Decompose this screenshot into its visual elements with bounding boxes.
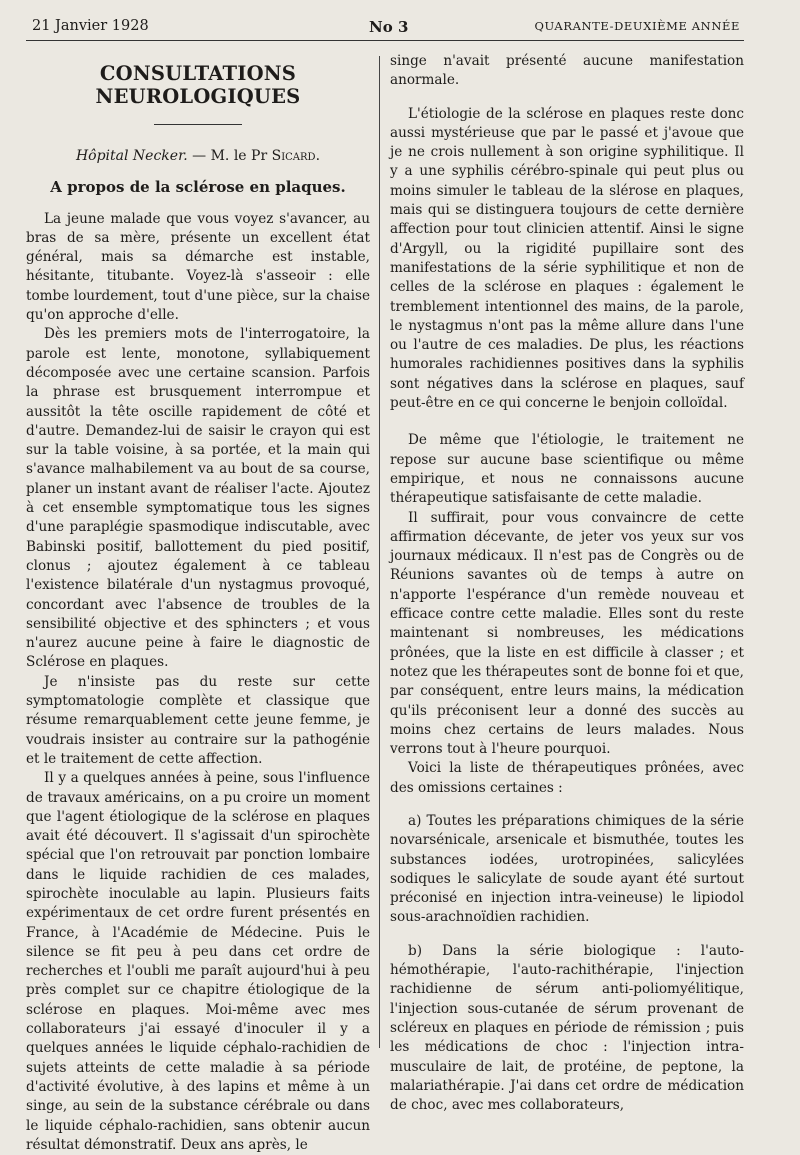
- paragraph: Dès les premiers mots de l'interrogatoire, la parole est lente, monotone, syllabiquement décomposée avec une certaine scansion. Parfois la phrase est brusquement interrompue et aussitôt la tête oscille rapidement de côté et d'autre. Demandez-lui de saisir le crayon qui est sur la table voisine, à sa portée, et la main qui s'avance malhabilement va au bout de sa course, planer un instant avant de réaliser l'acte. Ajoutez à cet ensemble symptomatique tous les signes d'une paraplégie spasmodique indiscutable, avec Babinski positif, ballottement du pied positif, clonus ; ajoutez également à ce tableau l'existence bilatérale d'un nystagmus provoqué, concordant avec l'absence de troubles de la sensibilité objective et des sphincters ; et vous n'aurez aucune peine à faire le diagnostic de Sclérose en plaques.: [26, 326, 370, 671]
- paragraph: Voici la liste de thérapeutiques prônées, avec des omissions certaines :: [390, 760, 744, 796]
- running-head: [32, 18, 740, 38]
- paragraph: singe n'avait présenté aucune manifestation anormale.: [390, 53, 744, 89]
- paragraph: Je n'insiste pas du reste sur cette symptomatologie complète et classique que résume remarquablement cette jeune femme, je voudrais insister au contraire sur la pathogénie et le traitement de cette affection.: [26, 673, 370, 767]
- column-rule: [379, 56, 380, 1048]
- paragraph: b) Dans la série biologique : l'auto-hémothérapie, l'auto-rachithérapie, l'injection rachidienne de sérum anti-poliomyélitique, l'injection sous-cutanée de sérum provenant de scléreux en plaques en période de rémission ; puis les médications de choc : l'injection intra-musculaire de lait, de protéine, de peptone, la malariathérapie. J'ai dans cet ordre de médication de choc, avec mes collaborateurs,: [390, 942, 744, 1114]
- title-rule: [154, 124, 242, 125]
- byline-author: Sicard.: [271, 148, 321, 164]
- byline: [26, 147, 370, 166]
- left-column: [26, 52, 370, 1155]
- byline-prefix: — M. le Pr: [192, 148, 268, 164]
- volume-year: QUARANTE-DEUXIÈME ANNÉE: [534, 19, 740, 33]
- paragraph: a) Toutes les préparations chimiques de la série novarsénicale, arsenicale et bismuthée, toutes les substances iodées, urotropinées, salicylées sodiques le salicylate de soude ayant été surtout préconisé en injection intra-veineuse) le lipiodol sous-arachnoïdien rachidien.: [390, 812, 744, 926]
- header-rule: [26, 40, 744, 41]
- issue-date: 21 Janvier 1928: [32, 18, 149, 34]
- issue-number: No 3: [369, 18, 409, 36]
- paragraph: La jeune malade que vous voyez s'avancer, au bras de sa mère, présente un excellent état général, mais sa démarche est instable, hésitante, titubante. Voyez-là s'asseoir : elle tombe lourdement, tout d'une pièce, sur la chaise qu'on approche d'elle.: [26, 210, 370, 324]
- section-title: CONSULTATIONS NEUROLOGIQUES: [95, 62, 301, 108]
- paragraph: L'étiologie de la sclérose en plaques reste donc aussi mystérieuse que par le passé et j'avoue que je ne crois nullement à son origine syphilitique. Il y a une syphilis cérébro-spinale qui peut plus ou moins simuler le tableau de la slérose en plaques, mais qui se distinguera toujours de cette dernière affection pour tout clinicien attentif. Ainsi le signe d'Argyll, ou la rigidité pupillaire sont des manifestations de la série syphilitique et non de celles de la sclérose en plaques : également le tremblement intentionnel des mains, de la parole, le nystagmus n'ont pas la même allure dans l'une ou l'autre de ces maladies. De plus, les réactions humorales rachidiennes positives dans la syphilis sont négatives dans la sclérose en plaques, sauf peut-être en ce qui concerne le benjoin colloïdal.: [390, 105, 744, 412]
- article-subtitle: A propos de la sclérose en plaques.: [50, 178, 346, 197]
- right-column: [390, 52, 744, 1115]
- paragraph: Il suffirait, pour vous convaincre de cette affirmation décevante, de jeter vos yeux sur vos journaux médicaux. Il n'est pas de Congrès ou de Réunions savantes où de temps à autre on n'apporte l'espérance d'un remède nouveau et efficace contre cette maladie. Elles sont du reste maintenant si nombreuses, les médications prônées, que la liste en est difficile à classer ; et notez que les thérapeutes sont de bonne foi et que, par conséquent, entre leurs mains, la médication qu'ils préconisent leur a donné des succès au moins chez certains de leurs malades. Nous verrons tout à l'heure pourquoi.: [390, 509, 744, 758]
- byline-place: Hôpital Necker.: [75, 148, 188, 164]
- paragraph: De même que l'étiologie, le traitement ne repose sur aucune base scientifique ou même empirique, et nous ne connaissons aucune thérapeutique satisfaisante de cette maladie.: [390, 432, 744, 507]
- paragraph: Il y a quelques années à peine, sous l'influence de travaux américains, on a pu croire un moment que l'agent étiologique de la sclérose en plaques avait été découvert. Il s'agissait d'un spirochète spécial que l'on retrouvait par ponction lombaire dans le liquide rachidien de ces malades, spirochète inoculable au lapin. Plusieurs faits expérimentaux de cet ordre furent présentés en France, à l'Académie de Médecine. Puis le silence se fit peu à peu dans cet ordre de recherches et l'oubli me paraît aujourd'hui à peu près complet sur ce chapitre étiologique de la sclérose en plaques. Moi-même avec mes collaborateurs j'ai essayé d'inoculer il y a quelques années le liquide céphalo-rachidien de sujets atteints de cette maladie à sa période d'activité évolutive, à des lapins et même à un singe, au sein de la substance cérébrale ou dans le liquide céphalo-rachidien, sans obtenir aucun résultat démonstratif. Deux ans après, le: [26, 770, 370, 1153]
